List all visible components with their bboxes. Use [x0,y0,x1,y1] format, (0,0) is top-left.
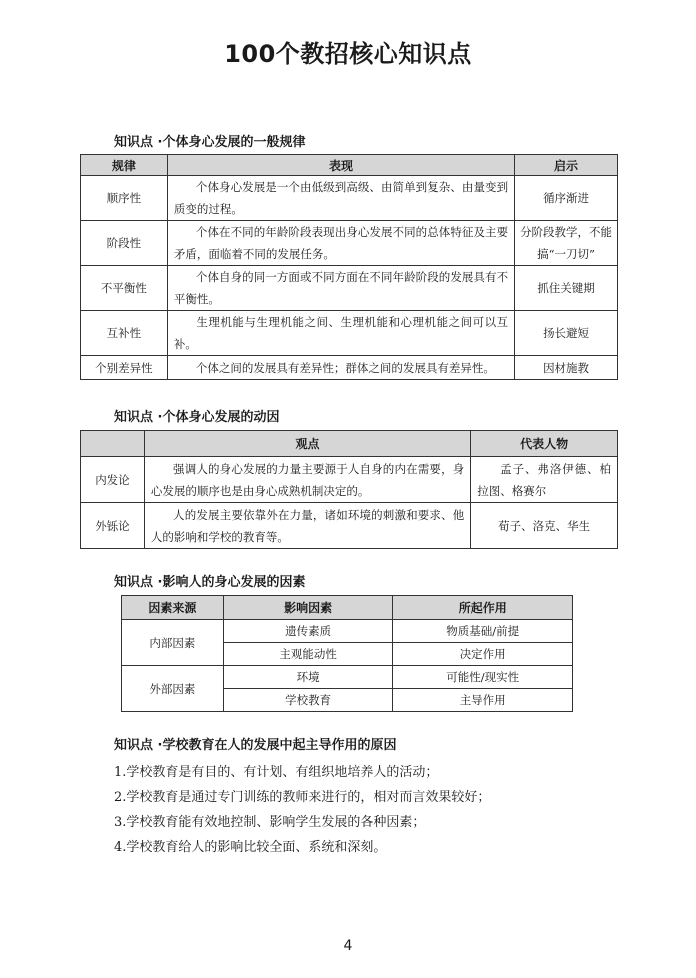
view-cell [144,503,470,549]
role-cell: 主导作用 [393,689,573,712]
section3-heading: 知识点 ·影响人的身心发展的因素 [114,575,306,590]
factor-cell: 学校教育 [223,689,393,712]
view-text: 强调人的身心发展的力量主要源于人自身的内在需要，身心发展的顺序也是由身心成熟机制决定的。 [150,461,465,498]
desc-text: 个体在不同的年龄阶段表现出身心发展不同的总体特征及主要矛盾，面临着不同的发展任务。 [173,225,509,261]
desc-text: 个体身心发展是一个由低级到高级、由简单到复杂、由量变到质变的过程。 [173,180,509,216]
table-header: 因素来源 [122,596,224,620]
reasons-list [114,760,490,860]
list-item: 4.学校教育给人的影响比较全面、系统和深刻。 [114,840,387,855]
law-cell: 互补性 [81,311,168,356]
desc-text: 个体自身的同一方面或不同方面在不同年龄阶段的发展具有不平衡性。 [173,270,509,306]
factor-cell: 环境 [223,666,393,689]
hint-cell: 抓住关键期 [515,266,618,311]
table-row [81,457,618,503]
hint-cell: 循序渐进 [515,176,618,221]
section1-heading: 知识点 ·个体身心发展的一般规律 [114,135,306,150]
law-cell: 顺序性 [81,176,168,221]
law-cell: 阶段性 [81,221,168,266]
role-cell: 决定作用 [393,643,573,666]
table-row [122,620,573,643]
factor-cell: 主观能动性 [223,643,393,666]
desc-cell [167,311,514,356]
view-text: 人的发展主要依靠外在力量，诸如环境的刺激和要求、他人的影响和学校的教育等。 [150,507,465,544]
table-header: 启示 [515,155,618,176]
hint-cell: 分阶段教学，不能搞“一刀切” [515,221,618,266]
source-cell: 内部因素 [122,620,224,666]
view-cell [144,457,470,503]
table-header: 代表人物 [471,431,618,457]
role-cell: 物质基础/前提 [393,620,573,643]
desc-text: 个体之间的发展具有差异性；群体之间的发展具有差异性。 [195,360,495,375]
page-title: 100个教招核心知识点 [224,40,472,68]
table-header: 规律 [81,155,168,176]
table-header: 表现 [167,155,514,176]
people-cell [471,457,618,503]
table-row [81,176,618,221]
table-header [81,431,145,457]
development-laws-table [80,154,618,380]
table-row [81,311,618,356]
influence-factors-table [121,595,573,712]
table-row [81,221,618,266]
people-cell: 荀子、洛克、华生 [471,503,618,549]
list-item: 1.学校教育是有目的、有计划、有组织地培养人的活动； [114,765,439,780]
section2-heading: 知识点 ·个体身心发展的动因 [114,410,280,425]
factor-cell: 遗传素质 [223,620,393,643]
table-header: 所起作用 [393,596,573,620]
page-number: 4 [343,938,353,954]
people-text: 孟子、弗洛伊德、柏拉图、格赛尔 [477,461,611,498]
desc-cell [167,221,514,266]
desc-cell [167,176,514,221]
table-row [81,503,618,549]
role-cell: 可能性/现实性 [393,666,573,689]
table-row [122,666,573,689]
desc-text: 生理机能与生理机能之间、生理机能和心理机能之间可以互补。 [173,315,509,351]
hint-cell: 扬长避短 [515,311,618,356]
desc-cell [167,356,514,380]
table-header: 影响因素 [223,596,393,620]
theory-cell: 外铄论 [81,503,145,549]
section4-heading: 知识点 ·学校教育在人的发展中起主导作用的原因 [114,738,397,753]
table-header: 观点 [144,431,470,457]
development-causes-table [80,430,618,549]
source-cell: 外部因素 [122,666,224,712]
list-item: 2.学校教育是通过专门训练的教师来进行的，相对而言效果较好； [114,790,491,805]
law-cell: 不平衡性 [81,266,168,311]
table-row [81,266,618,311]
hint-cell: 因材施教 [515,356,618,380]
desc-cell [167,266,514,311]
list-item: 3.学校教育能有效地控制、影响学生发展的各种因素； [114,815,426,830]
theory-cell: 内发论 [81,457,145,503]
table-row [81,356,618,380]
law-cell: 个别差异性 [81,356,168,380]
